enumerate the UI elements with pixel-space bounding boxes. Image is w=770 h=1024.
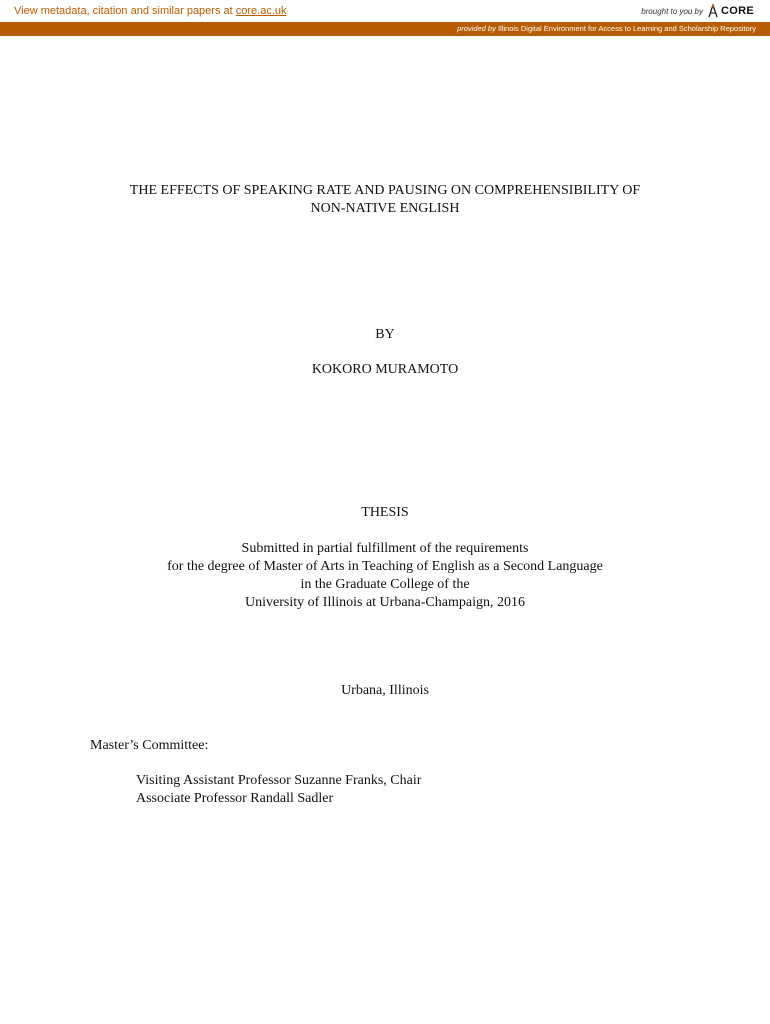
core-provided-by[interactable] (457, 23, 756, 35)
submission-statement (0, 540, 770, 612)
core-header (0, 0, 770, 22)
core-logo[interactable] (707, 4, 754, 18)
submission-line: for the degree of Master of Arts in Teaching of English as a Second Language (167, 559, 603, 574)
committee-list (136, 772, 421, 808)
author-name: KOKORO MURAMOTO (311, 362, 459, 377)
brought-to-you-text: brought to you by (641, 6, 704, 16)
core-logo-text: CORE (721, 5, 754, 17)
title-line: THE EFFECTS OF SPEAKING RATE AND PAUSING ON COMPREHENSIBILITY OF (129, 183, 641, 198)
core-metadata-text: View metadata, citation and similar papers at (14, 5, 236, 17)
provided-by-label: provided by (457, 24, 496, 33)
committee-member: Associate Professor Randall Sadler (136, 791, 334, 806)
committee-label: Master’s Committee: (90, 738, 209, 753)
submission-line: Submitted in partial fulfillment of the requirements (241, 541, 529, 556)
document-type: THESIS (361, 505, 409, 520)
core-brought-to-you[interactable] (641, 2, 754, 20)
thesis-title (0, 182, 770, 218)
committee-member: Visiting Assistant Professor Suzanne Franks, Chair (136, 773, 422, 788)
core-link[interactable]: core.ac.uk (235, 5, 287, 17)
provider-name: Illinois Digital Environment for Access to Learning and Scholarship Repository (497, 24, 756, 33)
core-metadata-line (14, 5, 287, 17)
core-logo-icon (707, 4, 719, 18)
title-line: NON-NATIVE ENGLISH (310, 201, 460, 216)
by-label: BY (375, 327, 395, 342)
submission-line: in the Graduate College of the (300, 577, 470, 592)
core-provider-bar (0, 22, 770, 36)
submission-line: University of Illinois at Urbana-Champaign, 2016 (245, 595, 525, 610)
location: Urbana, Illinois (341, 683, 429, 698)
